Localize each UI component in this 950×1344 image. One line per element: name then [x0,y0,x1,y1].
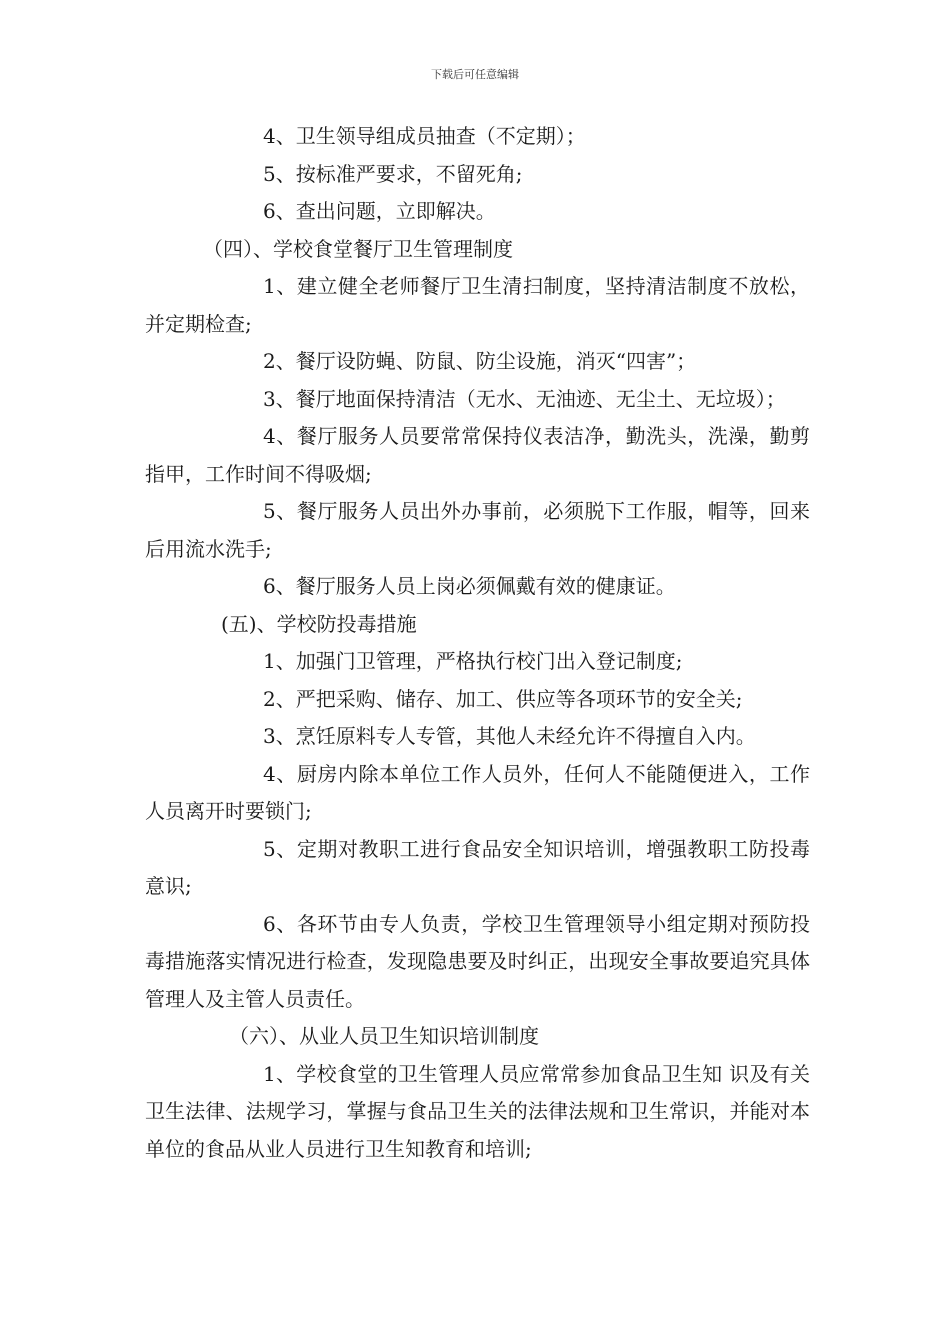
list-item: 5、按标准严要求，不留死角; [263,161,523,186]
list-item: 4、餐厅服务人员要常常保持仪表洁净，勤洗头，洗澡，勤剪指甲，工作时间不得吸烟; [145,424,810,486]
list-item: 2、餐厅设防蝇、防鼠、防尘设施，消灭“四害”； [263,349,697,373]
list-item: 5、定期对教职工进行食品安全知识培训，增强教职工防投毒意识; [145,836,810,898]
list-item: 5、餐厅服务人员出外办事前，必须脱下工作服，帽等，回来后用流水洗手; [145,499,810,561]
list-item: 3、烹饪原料专人专管，其他人未经允许不得擅自入内。 [263,724,756,748]
list-item: 6、餐厅服务人员上岗必须佩戴有效的健康证。 [263,574,676,598]
list-item: 4、厨房内除本单位工作人员外，任何人不能随便进入，工作人员离开时要锁门; [145,761,810,823]
list-item: 1、建立健全老师餐厅卫生清扫制度，坚持清洁制度不放松，并定期检查; [145,274,810,336]
list-item: 4、卫生领导组成员抽查（不定期）； [263,124,586,148]
section-heading-6: （六）、从业人员卫生知识培训制度 [229,1024,539,1048]
section-heading-5: (五)、学校防投毒措施 [221,611,417,636]
list-item: 2、严把采购、储存、加工、供应等各项环节的安全关; [263,686,743,711]
list-item: 3、餐厅地面保持清洁（无水、无油迹、无尘土、无垃圾）； [263,386,786,411]
section-heading-4: （四）、学校食堂餐厅卫生管理制度 [203,236,513,261]
list-item: 1、学校食堂的卫生管理人员应常常参加食品卫生知 识及有关卫生法律、法规学习，掌握与食品卫生关的法律法规和卫生常识，并能对本单位的食品从业人员进行卫生知教育和培训; [145,1061,810,1161]
list-item: 1、加强门卫管理，严格执行校门出入登记制度; [263,649,683,673]
list-item: 6、查出问题，立即解决。 [263,199,496,223]
page-header: 下载后可任意编辑 [431,68,519,81]
document-body [145,118,810,1168]
list-item: 6、各环节由专人负责，学校卫生管理领导小组定期对预防投毒措施落实情况进行检查，发现隐患要及时纠正，出现安全事故要追究具体管理人及主管人员责任。 [145,911,810,1011]
